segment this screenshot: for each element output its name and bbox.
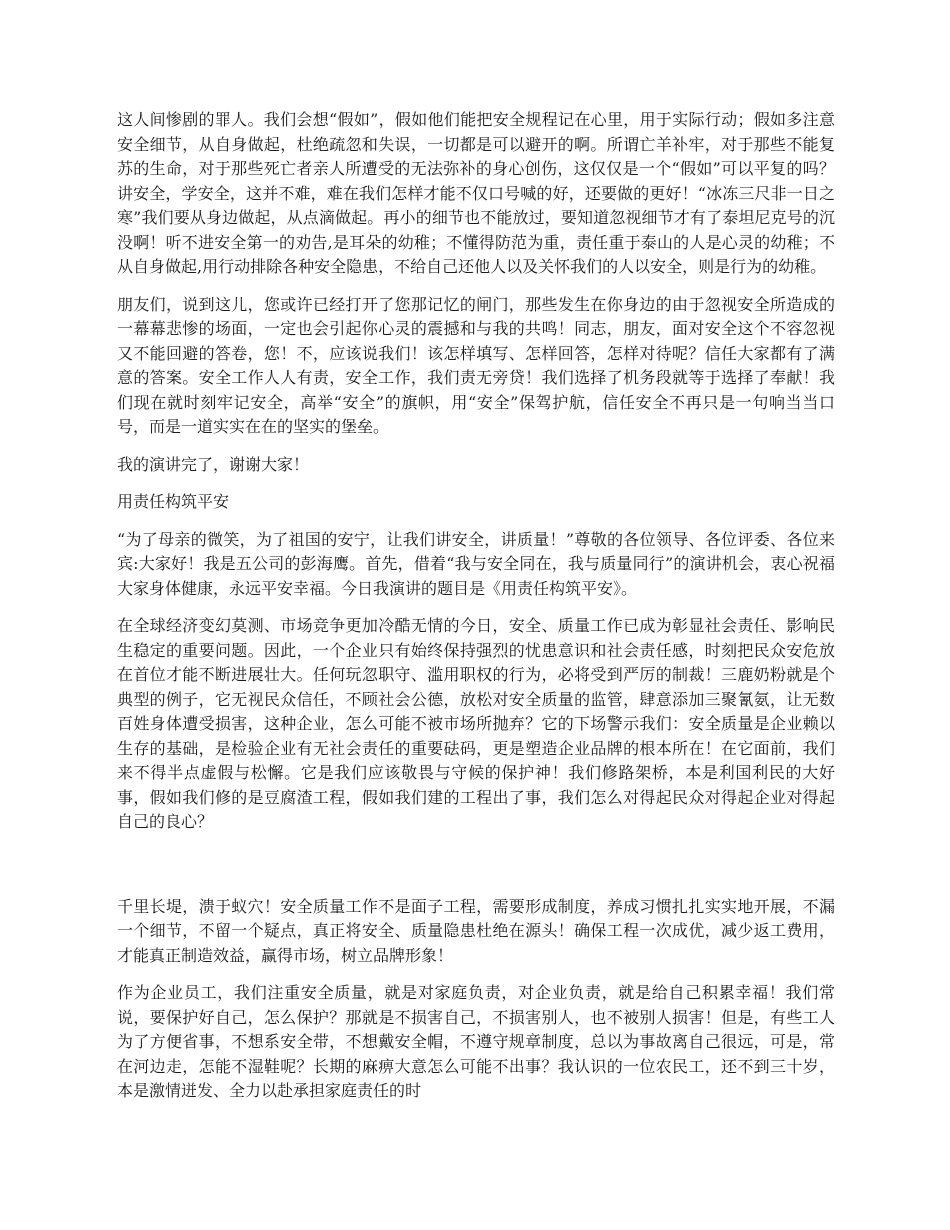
paragraph-1: 这人间惨剧的罪人。我们会想“假如”，假如他们能把安全规程记在心里，用于实际行动；假如多注意安全细节，从自身做起，杜绝疏忽和失误，一切都是可以避开的啊。所谓亡羊补牢，对于那些不能复苏的生命，对于那些死亡者亲人所遭受的无法弥补的身心创伤，这仅仅是一个“假如”可以平复的吗？讲安全，学安全，这并不难，难在我们怎样才能不仅口号喊的好，还要做的更好！“冰冻三尺非一日之寒”我们要从身边做起，从点滴做起。再小的细节也不能放过，要知道忽视细节才有了泰坦尼克号的沉没啊！听不进安全第一的劝告,是耳朵的幼稚；不懂得防范为重，责任重于泰山的人是心灵的幼稚；不从自身做起,用行动排除各种安全隐患，不给自己还他人以及关怀我们的人以安全，则是行为的幼稚。 bbox=[117, 110, 835, 276]
paragraph-3: “为了母亲的微笑，为了祖国的安宁，让我们讲安全，讲质量！”尊敬的各位领导、各位评委、各位来宾:大家好！我是五公司的彭海鹰。首先，借着“我与安全同在，我与质量同行”的演讲机会，衷心祝福大家身体健康，永远平安幸福。今日我演讲的题目是《用责任构筑平安》。 bbox=[117, 529, 835, 598]
paragraph-2: 朋友们，说到这儿，您或许已经打开了您那记忆的闸门，那些发生在你身边的由于忽视安全所造成的一幕幕悲惨的场面，一定也会引起你心灵的震撼和与我的共鸣！同志，朋友，面对安全这个不容忽视又不能回避的答卷，您！不，应该说我们！该怎样填写、怎样回答，怎样对待呢？信任大家都有了满意的答案。安全工作人人有责，安全工作，我们责无旁贷！我们选择了机务段就等于选择了奉献！我们现在就时刻牢记安全，高举“安全”的旗帜，用“安全”保驾护航，信任安全不再只是一句响当当口号，而是一道实实在在的坚实的堡垒。 bbox=[117, 294, 835, 436]
paragraph-closing: 我的演讲完了，谢谢大家！ bbox=[117, 454, 310, 474]
section-title: 用责任构筑平安 bbox=[117, 492, 230, 511]
paragraph-5: 千里长堤，溃于蚁穴！安全质量工作不是面子工程，需要形成制度，养成习惯扎扎实实地开展，不漏一个细节，不留一个疑点，真正将安全、质量隐患杜绝在源头！确保工程一次成优，减少返工费用，才能真正制造效益，赢得市场，树立品牌形象！ bbox=[117, 896, 835, 965]
document-body bbox=[117, 108, 835, 1117]
paragraph-6: 作为企业员工，我们注重安全质量，就是对家庭负责，对企业负责，就是给自己积累幸福！我们常说，要保护好自己，怎么保护？那就是不损害自己，不损害别人，也不被别人损害！但是，有些工人为了方便省事，不想系安全带，不想戴安全帽，不遵守规章制度，总以为事故离自己很远，可是，常在河边走，怎能不湿鞋呢？长期的麻痹大意怎么可能不出事？我认识的一位农民工，还不到三十岁，本是激情迸发、全力以赴承担家庭责任的时 bbox=[117, 983, 835, 1100]
paragraph-4: 在全球经济变幻莫测、市场竞争更加冷酷无情的今日，安全、质量工作已成为彰显社会责任、影响民生稳定的重要问题。因此，一个企业只有始终保持强烈的忧患意识和社会责任感，时刻把民众安危放在首位才能不断进展壮大。任何玩忽职守、滥用职权的行为，必将受到严厉的制裁！三鹿奶粉就是个典型的例子，它无视民众信任，不顾社会公德，放松对安全质量的监管，肆意添加三聚氰氨，让无数百姓身体遭受损害，这种企业，怎么可能不被市场所抛弃？它的下场警示我们：安全质量是企业赖以生存的基础，是检验企业有无社会责任的重要砝码，更是塑造企业品牌的根本所在！在它面前，我们来不得半点虚假与松懈。它是我们应该敬畏与守候的保护神！我们修路架桥，本是利国利民的大好事，假如我们修的是豆腐渣工程，假如我们建的工程出了事，我们怎么对得起民众对得起企业对得起自己的良心？ bbox=[117, 616, 835, 831]
